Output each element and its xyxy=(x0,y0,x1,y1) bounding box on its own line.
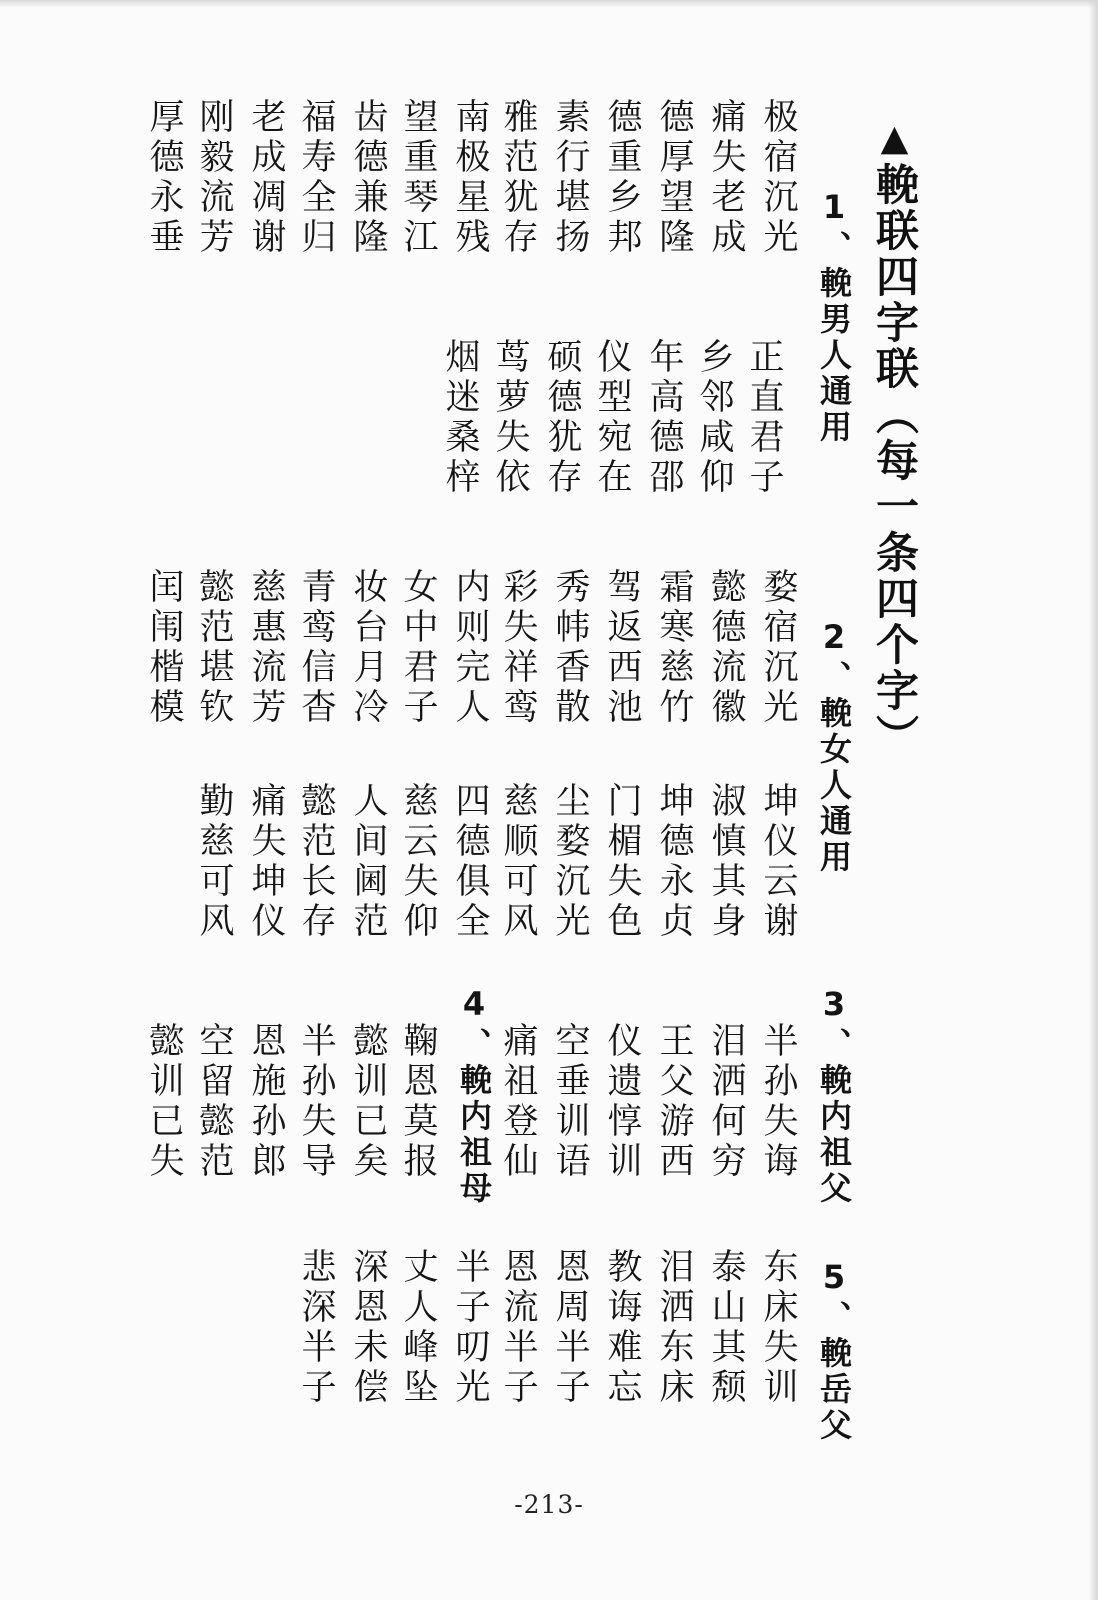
couplet: 尘婺沉光 xyxy=(550,782,590,942)
couplet: 慈惠流芳 xyxy=(246,568,286,728)
couplet: 烟迷桑梓 xyxy=(440,338,480,498)
couplet: 厚德永垂 xyxy=(144,98,184,258)
couplet: 丈人峰坠 xyxy=(398,1248,438,1408)
couplet: 坤德永贞 xyxy=(654,782,694,942)
couplet: 痛祖登仙 xyxy=(498,1022,538,1182)
couplet: 德重乡邦 xyxy=(602,98,642,258)
couplet: 恩施孙郎 xyxy=(246,1022,286,1182)
couplet: 教诲难忘 xyxy=(602,1248,642,1408)
couplet: 淑慎其身 xyxy=(706,782,746,942)
scan-edge-top xyxy=(0,0,1098,8)
section-heading-4: 4、輓内祖母 xyxy=(455,985,493,1207)
couplet: 素行堪扬 xyxy=(550,98,590,258)
couplet: 慈顺可风 xyxy=(498,782,538,942)
couplet: 勤慈可风 xyxy=(194,782,234,942)
couplet: 泪洒东床 xyxy=(654,1248,694,1408)
page-title-text: 輓联四字联（每一条四个字） xyxy=(869,162,919,760)
couplet: 女中君子 xyxy=(398,568,438,728)
couplet: 泰山其颓 xyxy=(706,1248,746,1408)
couplet: 人间阃范 xyxy=(348,782,388,942)
couplet: 望重琴江 xyxy=(398,98,438,258)
couplet: 半孙失诲 xyxy=(758,1022,798,1182)
section-heading-2: 2、輓女人通用 xyxy=(815,618,853,876)
couplet: 刚毅流芳 xyxy=(194,98,234,258)
couplet: 妆台月冷 xyxy=(348,568,388,728)
couplet: 空留懿范 xyxy=(194,1022,234,1182)
couplet: 半孙失导 xyxy=(296,1022,336,1182)
couplet: 四德俱全 xyxy=(450,782,490,942)
couplet: 恩周半子 xyxy=(550,1248,590,1408)
section-heading-5: 5、輓岳父 xyxy=(815,1258,853,1444)
couplet: 婺宿沉光 xyxy=(758,568,798,728)
couplet: 痛失老成 xyxy=(706,98,746,258)
couplet: 年高德邵 xyxy=(644,338,684,498)
couplet: 恩流半子 xyxy=(498,1248,538,1408)
couplet: 德厚望隆 xyxy=(654,98,694,258)
couplet: 老成凋谢 xyxy=(246,98,286,258)
couplet: 仪型宛在 xyxy=(592,338,632,498)
couplet: 慈云失仰 xyxy=(398,782,438,942)
couplet: 懿范堪钦 xyxy=(194,568,234,728)
couplet: 空垂训语 xyxy=(550,1022,590,1182)
couplet: 青鸾信杳 xyxy=(296,568,336,728)
couplet: 懿训已失 xyxy=(144,1022,184,1182)
couplet: 乡邻咸仰 xyxy=(694,338,734,498)
couplet: 内则完人 xyxy=(450,568,490,728)
scan-edge-right xyxy=(1088,0,1098,1600)
couplet: 正直君子 xyxy=(744,338,784,498)
couplet: 半子叨光 xyxy=(450,1248,490,1408)
couplet: 霜寒慈竹 xyxy=(654,568,694,728)
couplet: 泪洒何穷 xyxy=(706,1022,746,1182)
couplet: 懿德流徽 xyxy=(706,568,746,728)
couplet: 坤仪云谢 xyxy=(758,782,798,942)
couplet: 痛失坤仪 xyxy=(246,782,286,942)
couplet: 硕德犹存 xyxy=(542,338,582,498)
couplet: 齿德兼隆 xyxy=(348,98,388,258)
couplet: 雅范犹存 xyxy=(498,98,538,258)
couplet: 门楣失色 xyxy=(602,782,642,942)
couplet: 仪遗惇训 xyxy=(602,1022,642,1182)
section-heading-3: 3、輓内祖父 xyxy=(815,985,853,1207)
couplet: 茑萝失依 xyxy=(490,338,530,498)
couplet: 王父游西 xyxy=(654,1022,694,1182)
couplet: 悲深半子 xyxy=(296,1248,336,1408)
couplet: 鞠恩莫报 xyxy=(398,1022,438,1182)
couplet: 极宿沉光 xyxy=(758,98,798,258)
couplet: 秀帏香散 xyxy=(550,568,590,728)
couplet: 深恩未偿 xyxy=(348,1248,388,1408)
couplet: 南极星残 xyxy=(450,98,490,258)
couplet: 福寿全归 xyxy=(296,98,336,258)
page-title xyxy=(869,118,919,760)
couplet: 彩失祥鸾 xyxy=(498,568,538,728)
couplet: 驾返西池 xyxy=(602,568,642,728)
couplet: 闰闱楷模 xyxy=(144,568,184,728)
couplet: 懿训已矣 xyxy=(348,1022,388,1182)
section-heading-1: 1、輓男人通用 xyxy=(815,188,853,446)
couplet: 懿范长存 xyxy=(296,782,336,942)
couplet: 东床失训 xyxy=(758,1248,798,1408)
page-number: -213- xyxy=(514,1490,584,1519)
triangle-marker-icon: ▲ xyxy=(874,118,915,162)
